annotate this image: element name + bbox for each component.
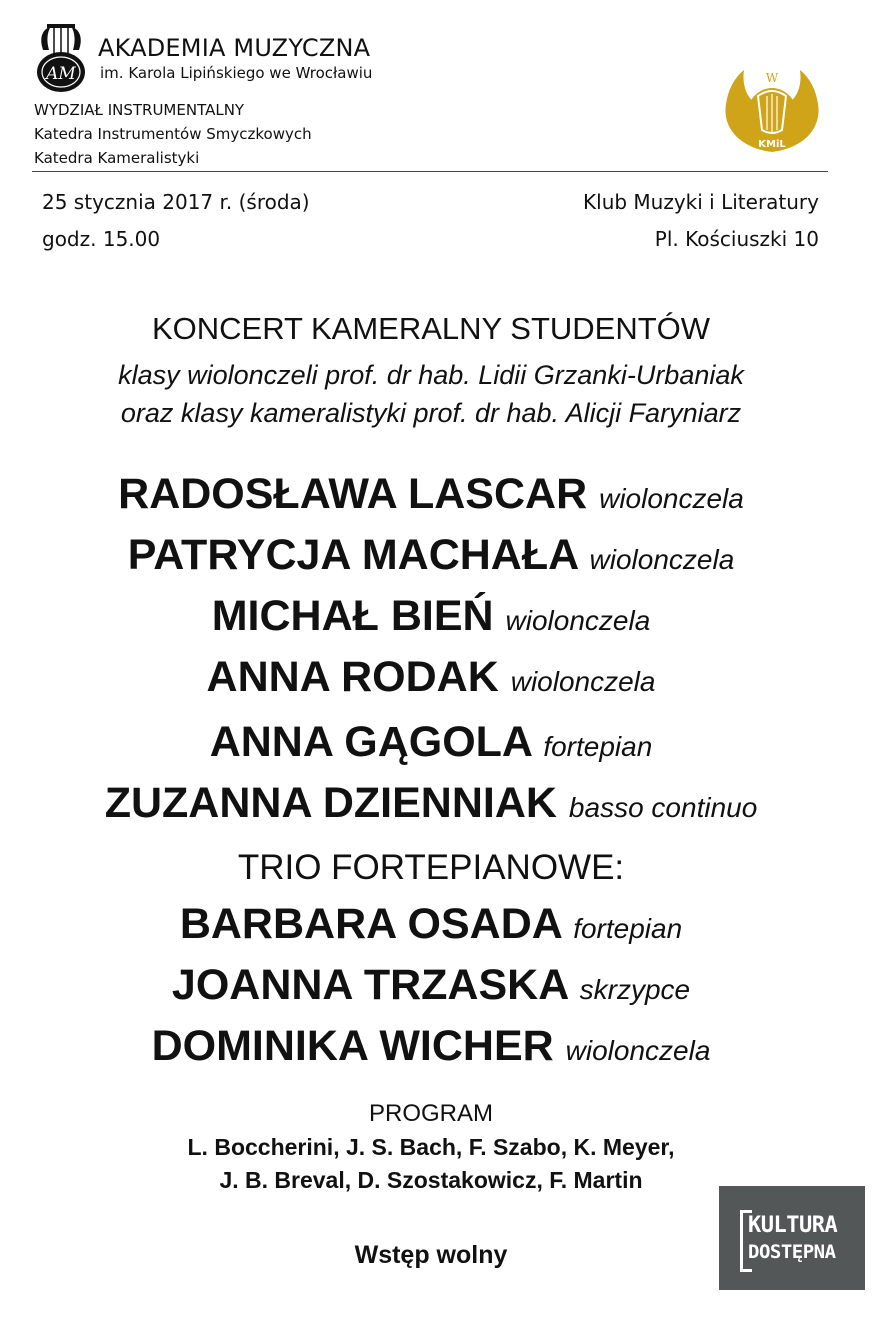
performer-name: ZUZANNA DZIENNIAK — [104, 779, 557, 827]
trio-title: TRIO FORTEPIANOWE: — [237, 848, 625, 887]
program-composers-line-2: J. B. Breval, D. Szostakowicz, F. Martin — [219, 1167, 643, 1193]
performer-row — [0, 466, 862, 527]
subtitle-line-1: klasy wiolonczeli prof. dr hab. Lidii Grzanki-Urbaniak — [118, 360, 744, 390]
subtitle-line-2: oraz klasy kameralistyki prof. dr hab. Alicji Faryniarz — [120, 398, 742, 428]
concert-title: KONCERT KAMERALNY STUDENTÓW — [151, 311, 711, 346]
cello-performers — [0, 466, 862, 710]
performer-row — [0, 957, 862, 1018]
event-venue: Klub Muzyki i Literatury — [583, 190, 819, 214]
performer-name: RADOSŁAWA LASCAR — [118, 470, 588, 518]
department-2: Katedra Kameralistyki — [34, 149, 200, 167]
performer-instrument: wiolonczela — [589, 544, 735, 575]
performer-name: BARBARA OSADA — [179, 900, 562, 948]
performer-name: ANNA GĄGOLA — [209, 718, 532, 766]
free-entry-note: Wstęp wolny — [354, 1241, 508, 1269]
performer-row — [0, 896, 862, 957]
event-where — [583, 184, 819, 258]
event-time: godz. 15.00 — [42, 227, 161, 251]
event-date: 25 stycznia 2017 r. (środa) — [42, 190, 310, 214]
faculty-block — [34, 98, 312, 170]
trio-members — [0, 896, 862, 1079]
svg-text:AM: AM — [46, 64, 76, 84]
department-1: Katedra Instrumentów Smyczkowych — [34, 125, 312, 143]
performer-instrument: fortepian — [573, 913, 683, 944]
performer-row — [0, 714, 862, 775]
svg-text:W: W — [765, 71, 779, 85]
performer-instrument: basso continuo — [568, 792, 758, 823]
kultura-dostepna-badge — [719, 1186, 865, 1290]
performer-instrument: fortepian — [543, 731, 653, 762]
performer-name: JOANNA TRZASKA — [171, 961, 568, 1009]
performer-name: PATRYCJA MACHAŁA — [127, 531, 578, 579]
event-when — [42, 184, 310, 258]
badge-line-2: DOSTĘPNA — [748, 1241, 836, 1263]
performer-row — [0, 649, 862, 710]
performer-row — [0, 775, 862, 836]
performer-instrument: wiolonczela — [599, 483, 744, 514]
concert-subtitle — [0, 356, 862, 432]
performer-name: DOMINIKA WICHER — [151, 1022, 554, 1070]
performer-name: MICHAŁ BIEŃ — [211, 592, 494, 640]
performer-row — [0, 527, 862, 588]
performer-instrument: wiolonczela — [565, 1035, 711, 1066]
badge-line-1: KULTURA — [748, 1213, 838, 1238]
program-composers-line-1: L. Boccherini, J. S. Bach, F. Szabo, K. Meyer, — [187, 1134, 675, 1160]
academy-name: AKADEMIA MUZYCZNA — [98, 34, 371, 62]
club-gold-logo — [720, 52, 824, 156]
performer-row — [0, 1018, 862, 1079]
faculty-name: WYDZIAŁ INSTRUMENTALNY — [34, 101, 245, 119]
academy-subtitle: im. Karola Lipińskiego we Wrocławiu — [100, 64, 373, 82]
event-address: Pl. Kościuszki 10 — [654, 227, 819, 251]
performer-instrument: skrzypce — [579, 974, 691, 1005]
header-divider — [32, 171, 828, 172]
accompany-performers — [0, 714, 862, 836]
program-title: PROGRAM — [368, 1100, 493, 1127]
performer-instrument: wiolonczela — [505, 605, 651, 636]
performer-row — [0, 588, 862, 649]
academy-lyre-logo — [33, 20, 89, 94]
svg-text:KMiL: KMiL — [758, 139, 786, 150]
performer-instrument: wiolonczela — [510, 666, 656, 697]
performer-name: ANNA RODAK — [206, 653, 499, 701]
